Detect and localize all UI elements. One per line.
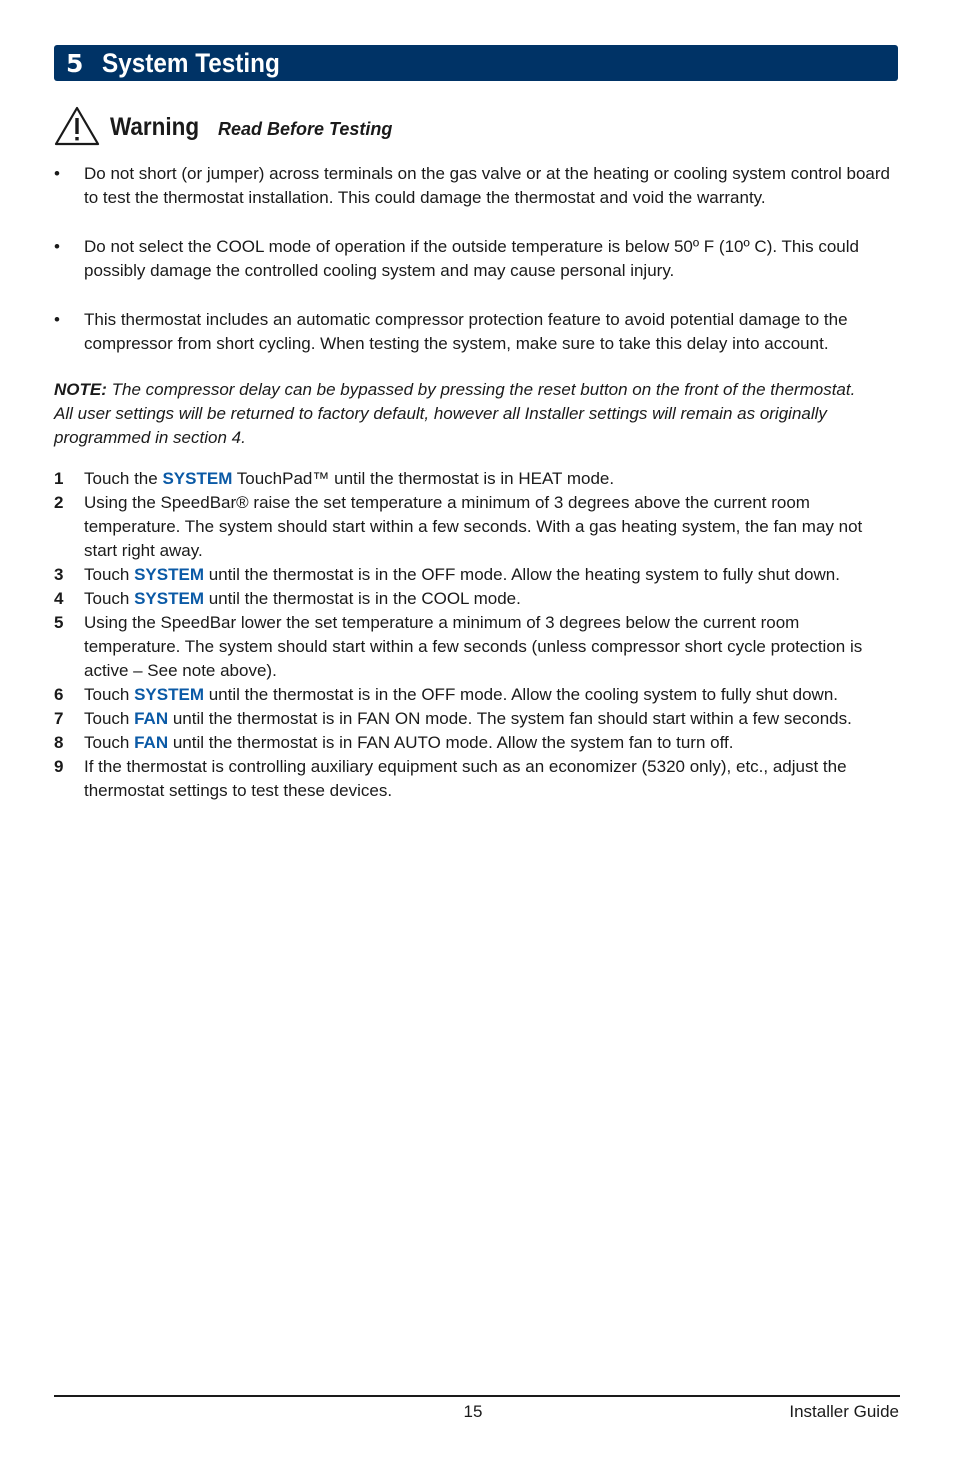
bullet-item [54,235,898,283]
note-text: The compressor delay can be bypassed by pressing the reset button on the front of the thermostat. All user settings will be returned to factory default, however all Installer settings will remain as originally programmed in section 4. [54,380,856,447]
step-number: 6 [54,685,64,704]
warning-triangle-icon [54,106,100,146]
step-item [54,587,874,611]
touchpad-keyword: FAN [134,733,169,752]
guide-name: Installer Guide [789,1402,899,1421]
step-text: Touch [84,709,135,728]
step-number: 9 [54,757,64,776]
bullet-item [54,162,898,210]
step-text-after: TouchPad™ until the thermostat is in HEAT mode. [232,469,615,488]
bullet-text: Do not select the COOL mode of operation if the outside temperature is below 50º F (10º C). This could possibly damage the controlled cooling system and may cause personal injury. [84,237,859,280]
footer-divider [54,1395,900,1397]
step-item [54,467,874,491]
step-item [54,707,874,731]
step-number: 7 [54,709,64,728]
step-text: Touch [84,685,135,704]
step-item [54,563,874,587]
section-title: System Testing [102,47,280,78]
warning-title: Warning [110,113,200,141]
step-text: Touch [84,565,135,584]
bullet-text: This thermostat includes an automatic compressor protection feature to avoid potential damage to the compressor from short cycling. When testing the system, make sure to take this delay into account. [84,310,848,353]
step-text: If the thermostat is controlling auxiliary equipment such as an economizer (5320 only), etc., adjust the thermostat settings to test these devices. [84,757,847,800]
bullet-dot: • [54,164,60,183]
section-header-bar [54,45,898,81]
step-text-after: until the thermostat is in FAN ON mode. The system fan should start within a few seconds. [168,709,852,728]
step-number: 4 [54,589,64,608]
step-item [54,755,874,803]
step-text: Touch [84,733,135,752]
warning-bullet-list [54,162,898,381]
note-label: NOTE: [54,380,107,399]
step-number: 2 [54,493,64,512]
step-text-after: until the thermostat is in FAN AUTO mode. Allow the system fan to turn off. [168,733,734,752]
testing-steps-list [54,467,874,803]
step-text-after: until the thermostat is in the OFF mode. Allow the cooling system to fully shut down. [204,685,839,704]
step-text: Touch [84,589,135,608]
step-item [54,683,874,707]
step-text-after: until the thermostat is in the OFF mode. Allow the heating system to fully shut down. [204,565,840,584]
step-number: 3 [54,565,64,584]
step-text: Touch the [84,469,163,488]
step-item [54,491,874,563]
section-number: 5 [66,48,84,78]
step-text: Using the SpeedBar® raise the set temperature a minimum of 3 degrees above the current room temperature. The system should start within a few seconds. With a gas heating system, the fan may not start right away. [84,493,863,560]
step-number: 1 [54,469,64,488]
step-item [54,731,874,755]
touchpad-keyword: SYSTEM [134,565,204,584]
bullet-dot: • [54,310,60,329]
note-paragraph [54,378,874,450]
step-text: Using the SpeedBar lower the set temperature a minimum of 3 degrees below the current room temperature. The system should start within a few seconds (unless compressor short cycle protection is active – See note above). [84,613,863,680]
step-item [54,611,874,683]
bullet-item [54,308,898,356]
touchpad-keyword: SYSTEM [134,589,204,608]
bullet-text: Do not short (or jumper) across terminals on the gas valve or at the heating or cooling system control board to test the thermostat installation. This could damage the thermostat and void the warranty. [84,164,890,207]
step-number: 5 [54,613,64,632]
bullet-dot: • [54,237,60,256]
touchpad-keyword: SYSTEM [134,685,204,704]
page-number: 15 [463,1402,483,1421]
step-text-after: until the thermostat is in the COOL mode. [204,589,521,608]
touchpad-keyword: FAN [134,709,169,728]
step-number: 8 [54,733,64,752]
touchpad-keyword: SYSTEM [162,469,233,488]
warning-heading [54,102,392,146]
warning-subtitle: Read Before Testing [218,119,393,139]
